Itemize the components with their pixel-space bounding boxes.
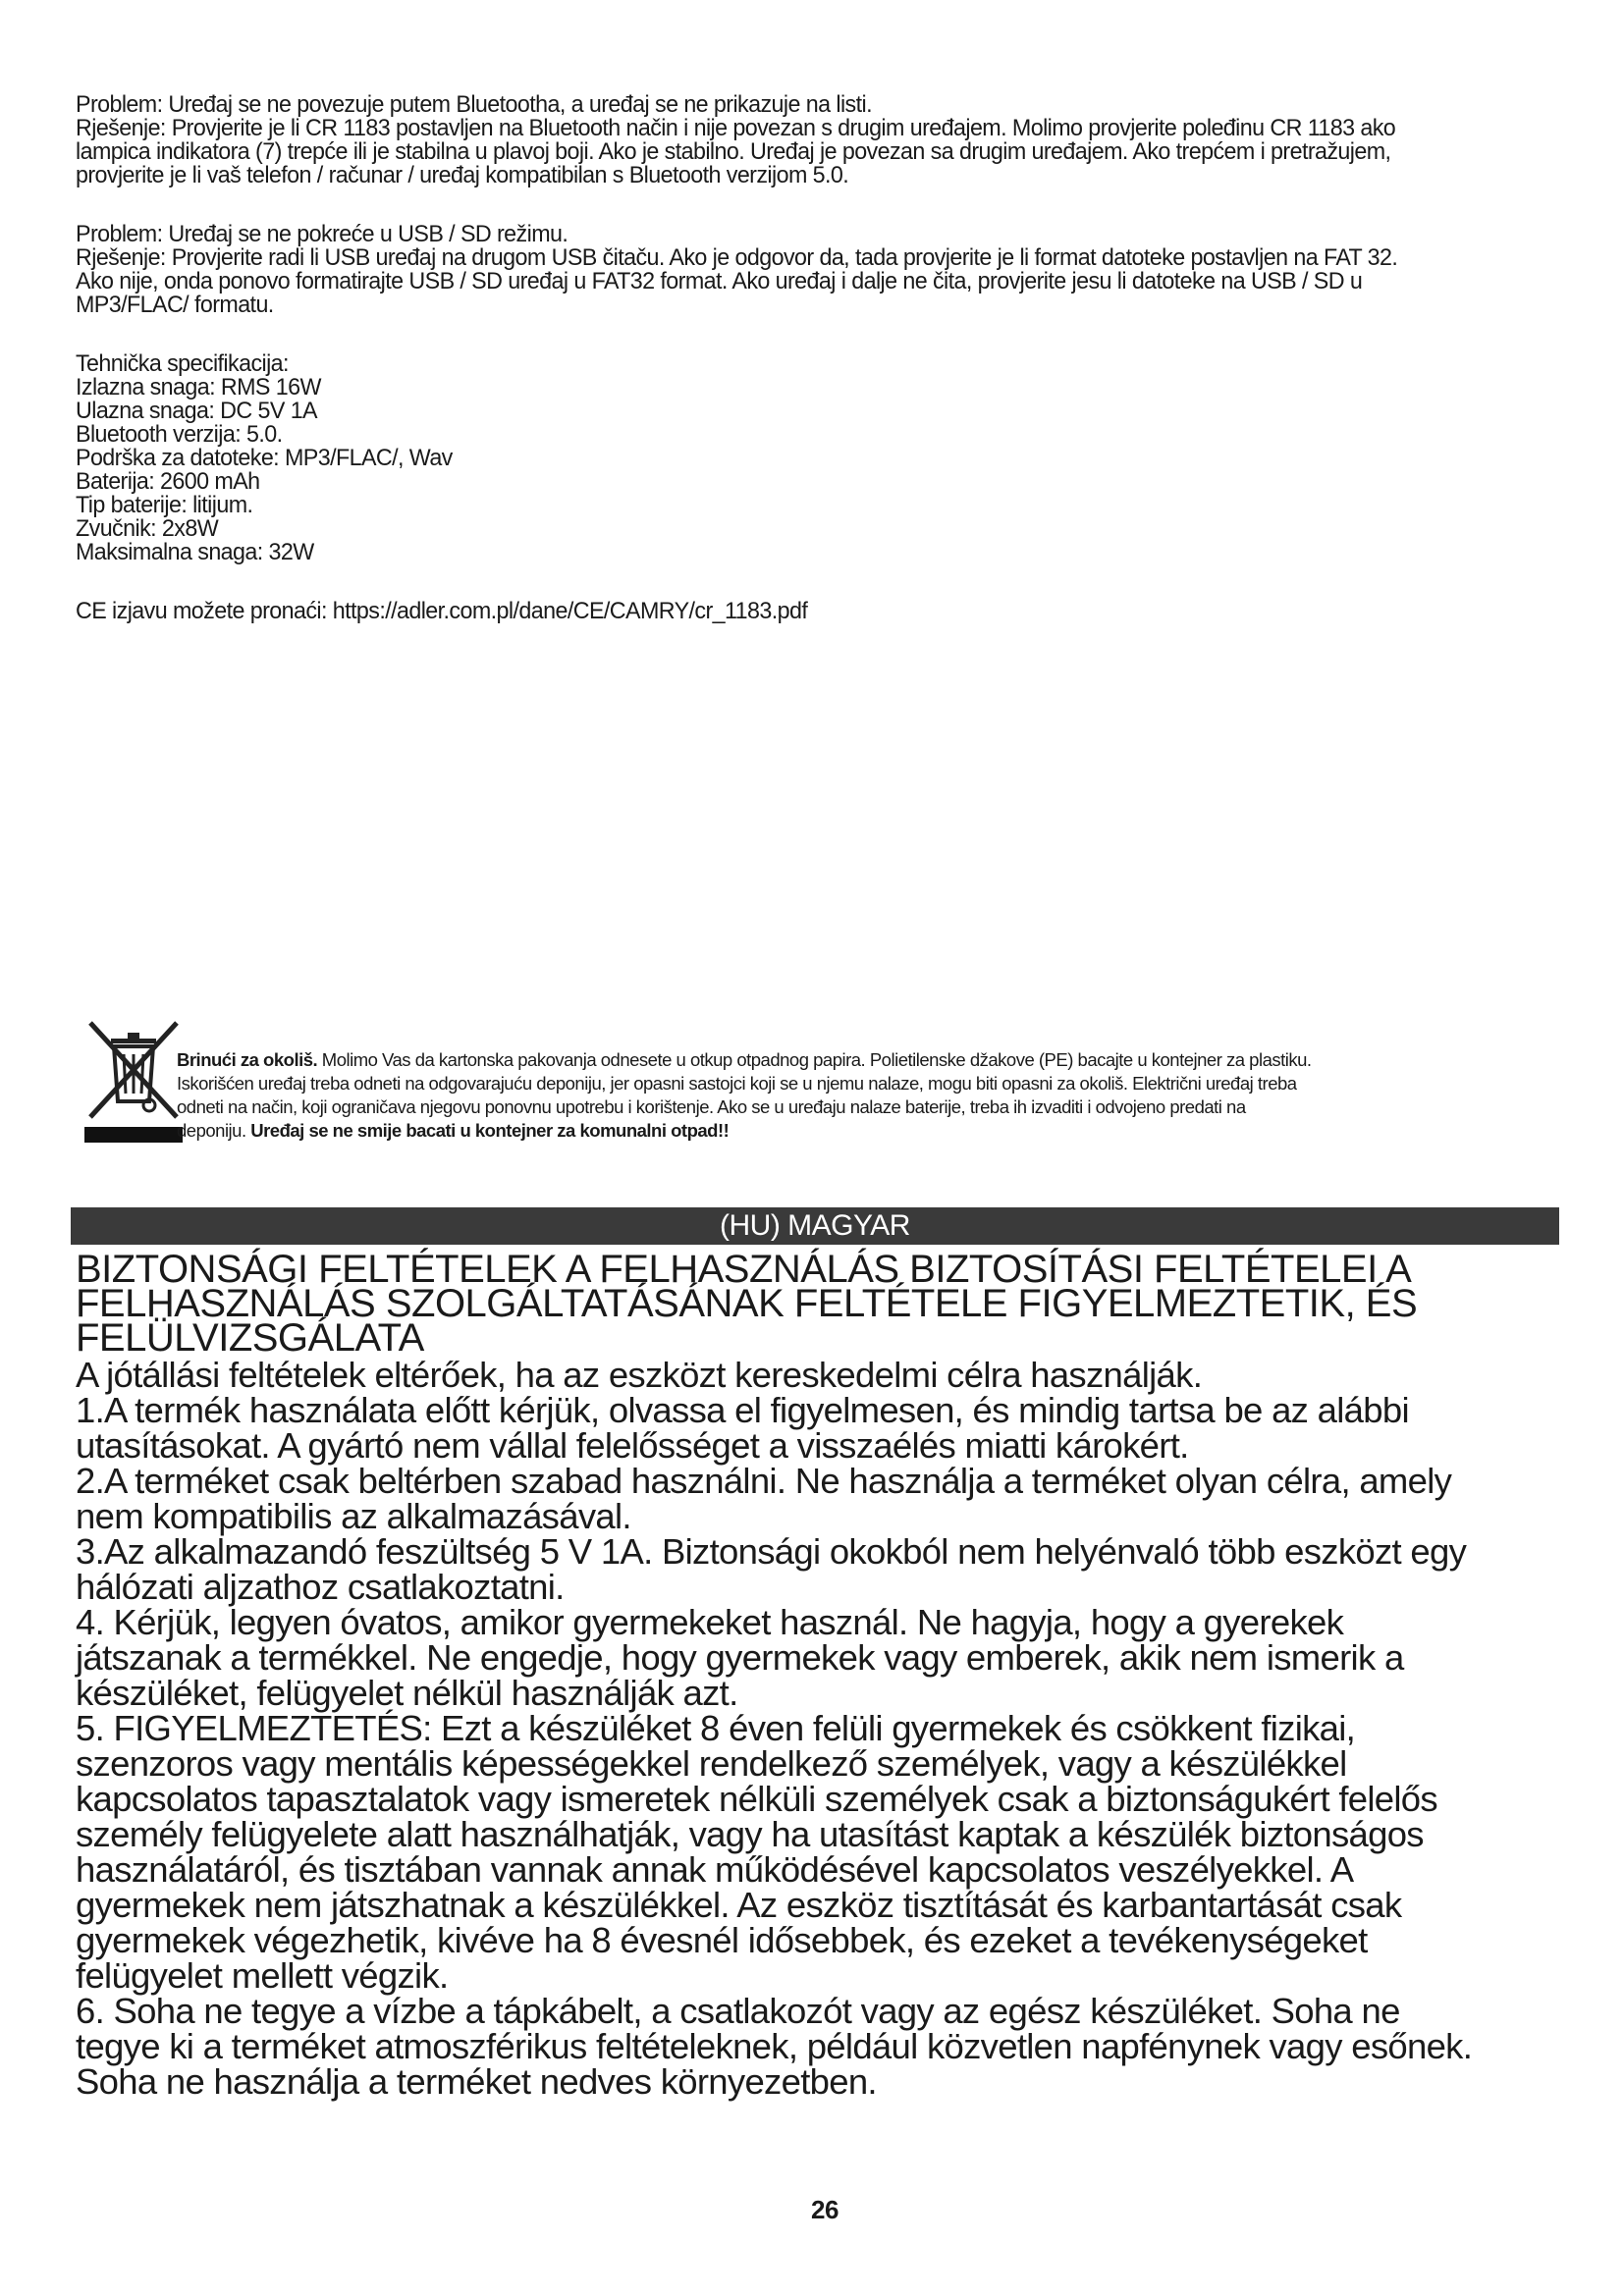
page-number: 26 [811,2195,839,2224]
croatian-section [76,93,1548,623]
body-line: szenzoros vagy mentális képességekkel rendelkező személyek, vagy a készülékkel [76,1743,1347,1784]
spec-item: Podrška za datoteke: MP3/FLAC/, Wav [76,445,453,471]
troubleshooting-usb [76,223,1504,317]
env-line-4a: deponiju. [177,1120,251,1141]
spec-item: Ulazna snaga: DC 5V 1A [76,398,318,424]
text-line: lampica indikatora (7) trepće ili je stabilna u plavoj boji. Ako je stabilno. Uređaj je povezan sa drugim uređajem. Ako trepćem i pretražujem, [76,138,1391,165]
environment-text [177,1048,1610,1143]
text-line: Ako nije, onda ponovo formatirajte USB / SD uređaj u FAT32 format. Ako uređaj i dalje ne čita, provjerite jesu li datoteke na USB / SD u [76,268,1363,294]
body-line: gyermekek nem játszhatnak a készülékkel. Az eszköz tisztítását és karbantartását csak [76,1885,1402,1925]
body-line: játszanak a termékkel. Ne engedje, hogy gyermekek vagy emberek, akik nem ismerik a [76,1637,1404,1678]
spec-item: Maksimalna snaga: 32W [76,539,314,565]
body-line: Soha ne használja a terméket nedves környezetben. [76,2061,877,2102]
spec-heading: Tehnička specifikacija: [76,350,289,377]
env-line [177,1119,1610,1143]
text-line: provjerite je li vaš telefon / računar / uređaj kompatibilan s Bluetooth verzijom 5.0. [76,162,849,188]
body-line: 6. Soha ne tegye a vízbe a tápkábelt, a csatlakozót vagy az egész készüléket. Soha ne [76,1991,1400,2031]
hungarian-section [76,1248,1548,2102]
body-line: 2.A terméket csak beltérben szabad használni. Ne használja a terméket olyan célra, amely [76,1461,1452,1501]
env-title: Brinući za okoliš. [177,1049,318,1070]
title-line: FELÜLVIZSGÁLATA [76,1316,424,1360]
language-header-bar [71,1207,1559,1245]
spec-item: Baterija: 2600 mAh [76,468,260,495]
body-line: kapcsolatos tapasztalatok vagy ismeretek nélküli személyek csak a biztonságukért felelős [76,1779,1437,1819]
spec-item: Zvučnik: 2x8W [76,515,219,542]
body-line: készüléket, felügyelet nélkül használják azt. [76,1673,738,1713]
body-line: személy felügyelete alatt használhatják, vagy ha utasítást kaptak a készülék biztonságos [76,1814,1424,1854]
title-line: FELHASZNÁLÁS SZOLGÁLTATÁSÁNAK FELTÉTELE FIGYELMEZTETIK, ÉS [76,1282,1418,1325]
environment-notice [79,1011,1551,1148]
body-line: felügyelet mellett végzik. [76,1955,449,1996]
text-line: Rješenje: Provjerite je li CR 1183 postavljen na Bluetooth način i nije povezan s drugim uređajem. Molimo provjerite poleđinu CR 1183 ako [76,115,1396,141]
spec-item: Bluetooth verzija: 5.0. [76,421,283,448]
text-line: Problem: Uređaj se ne povezuje putem Bluetootha, a uređaj se ne prikazuje na listi. [76,91,872,118]
safety-instructions [76,1355,1548,2102]
body-line: 1.A termék használata előtt kérjük, olvassa el figyelmesen, és mindig tartsa be az alábbi [76,1390,1409,1430]
text-line: MP3/FLAC/ formatu. [76,292,274,318]
body-line: 5. FIGYELMEZTETÉS: Ezt a készüléket 8 éven felüli gyermekek és csökkent fizikai, [76,1708,1356,1748]
body-line: hálózati aljzathoz csatlakoztatni. [76,1567,565,1607]
safety-title [76,1248,1548,1360]
ce-link-text: CE izjavu možete pronaći: https://adler.com.pl/dane/CE/CAMRY/cr_1183.pdf [76,598,808,624]
env-line-1: Molimo Vas da kartonska pakovanja odnesete u otkup otpadnog papira. Polietilenske džakove (PE) bacajte u kontejner za plastiku. [317,1049,1312,1070]
troubleshooting-bluetooth [76,93,1504,187]
body-line: 3.Az alkalmazandó feszültség 5 V 1A. Biztonsági okokból nem helyénvaló több eszközt egy [76,1531,1467,1572]
env-line-2: Iskorišćen uređaj treba odneti na odgovarajuću deponiju, jer opasni sastojci koji se u njemu nalaze, mogu biti opasni za okoliš. Električni uređaj treba [177,1073,1297,1094]
title-line: BIZTONSÁGI FELTÉTELEK A FELHASZNÁLÁS BIZTOSÍTÁSI FELTÉTELEI A [76,1248,1412,1291]
body-line: gyermekek végezhetik, kivéve ha 8 évesnél idősebbek, és ezeket a tevékenységeket [76,1920,1368,1960]
crossed-bin-icon [79,1011,189,1148]
text-line: Rješenje: Provjerite radi li USB uređaj na drugom USB čitaču. Ako je odgovor da, tada provjerite je li format datoteke postavljen na FAT 32. [76,244,1398,271]
ce-declaration [76,600,1504,623]
body-line: utasításokat. A gyártó nem vállal felelősséget a visszaélés miatti károkért. [76,1425,1189,1466]
technical-specification [76,352,1504,564]
env-line-3: odneti na način, koji ograničava njegovu ponovnu upotrebu i korištenje. Ako se u uređaju nalaze baterije, treba ih izvaditi i odvojeno predati na [177,1096,1246,1117]
spec-item: Izlazna snaga: RMS 16W [76,374,321,400]
env-line [177,1048,1610,1072]
spec-item: Tip baterije: litijum. [76,492,253,518]
body-line: nem kompatibilis az alkalmazásával. [76,1496,631,1536]
language-header-label: (HU) MAGYAR [720,1209,910,1242]
body-line: használatáról, és tisztában vannak annak működésével kapcsolatos veszélyekkel. A [76,1849,1354,1890]
body-line: 4. Kérjük, legyen óvatos, amikor gyermekeket használ. Ne hagyja, hogy a gyerekek [76,1602,1344,1642]
text-line: Problem: Uređaj se ne pokreće u USB / SD režimu. [76,221,568,247]
body-line: tegye ki a terméket atmoszférikus feltételeknek, például közvetlen napfénynek vagy esőnek. [76,2026,1473,2066]
body-line: A jótállási feltételek eltérőek, ha az eszközt kereskedelmi célra használják. [76,1355,1203,1395]
env-warning: Uređaj se ne smije bacati u kontejner za komunalni otpad!! [250,1120,730,1141]
